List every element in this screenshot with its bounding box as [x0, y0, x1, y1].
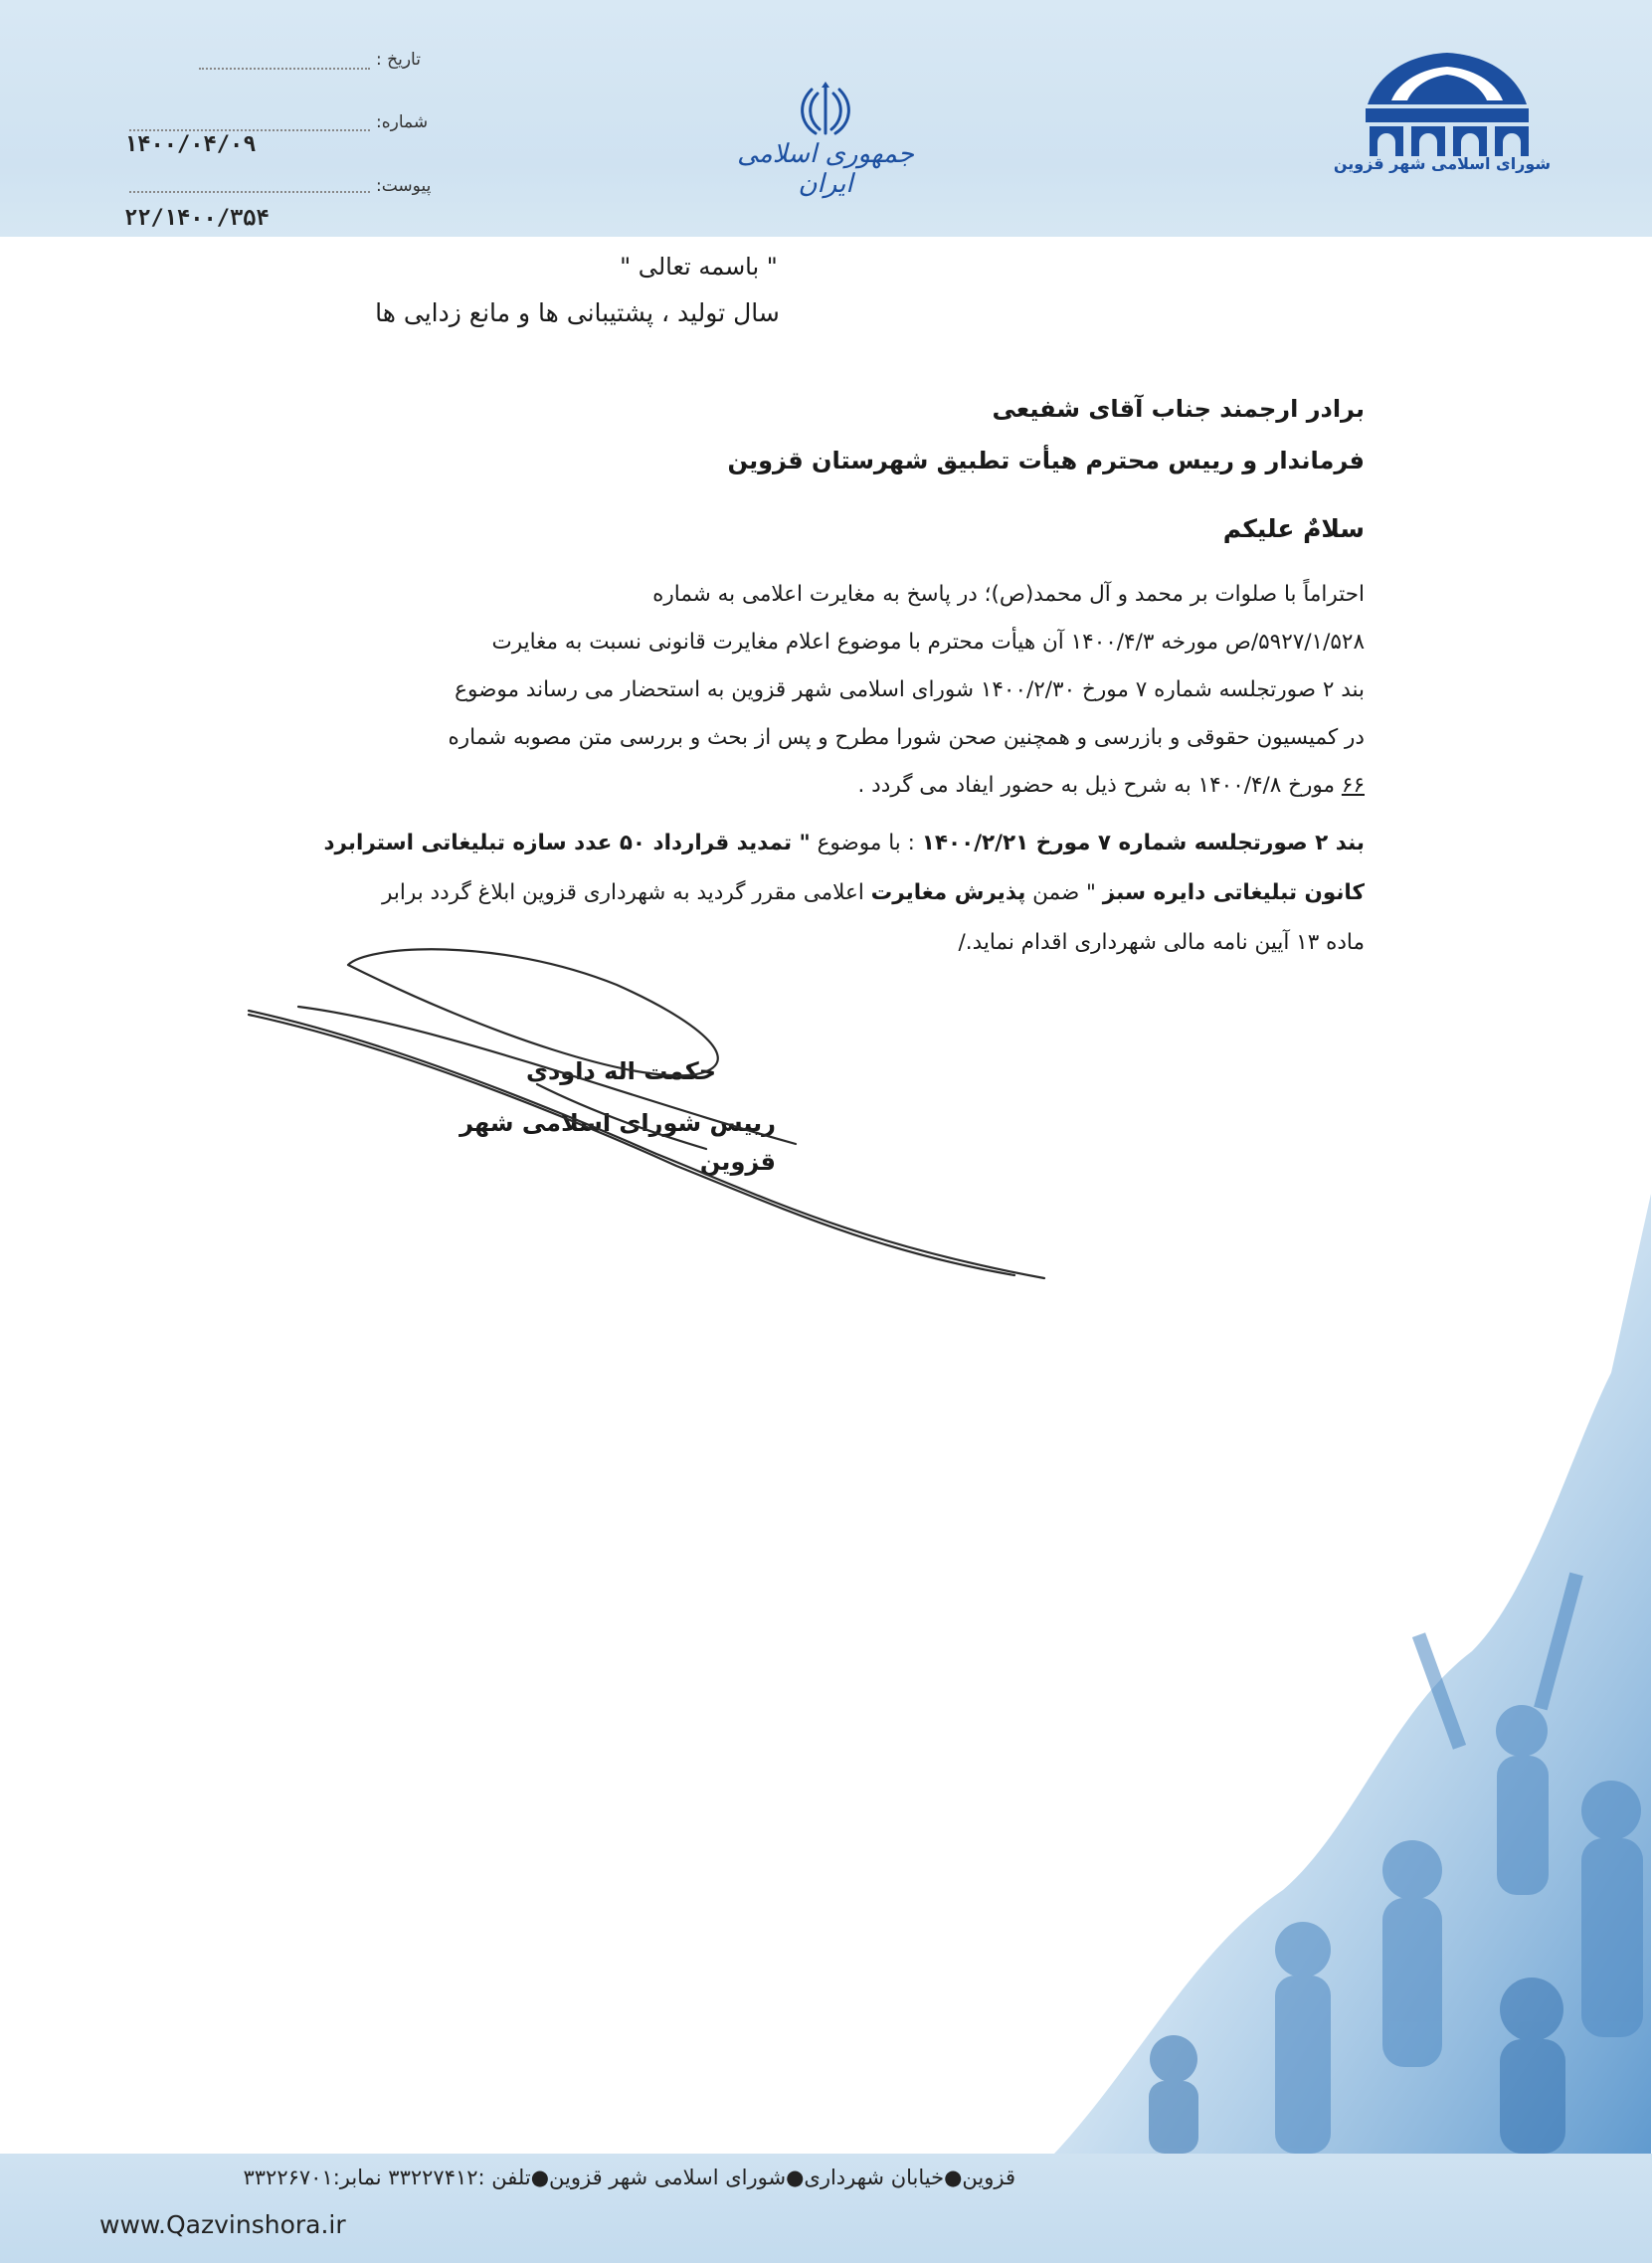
resolution-line: ماده ۱۳ آیین نامه مالی شهرداری اقدام نماید./	[958, 930, 1365, 955]
body-line: ۵۹۲۷/۱/۵۲۸/ص مورخه ۱۴۰۰/۴/۳ آن هیأت محترم با موضوع اعلام مغایرت قانونی نسبت به مغایرت	[491, 630, 1365, 655]
date-line	[199, 68, 370, 70]
resolution-subject: " تمدید قرارداد ۵۰ عدد سازه تبلیغاتی استرابرد	[323, 831, 811, 855]
attachment-line	[129, 191, 370, 193]
number-label: شماره:	[376, 112, 429, 132]
decorative-crowd-image	[1054, 1194, 1652, 2154]
resolution-number: ۶۶	[1341, 773, 1365, 798]
signatory-name: حکمت اله داودی	[525, 1057, 716, 1085]
iran-emblem-icon	[796, 80, 855, 139]
acceptance-phrase: پذیرش مغایرت	[870, 880, 1026, 905]
footer-address: قزوین●خیابان شهرداری●شورای اسلامی شهر قزوین●تلفن :۳۳۲۲۷۴۱۲ نمابر:۳۳۲۲۶۷۰۱	[243, 2166, 1015, 2189]
recipient-line-1: برادر ارجمند جناب آقای شفیعی	[992, 395, 1365, 423]
resolution-ref: بند ۲ صورتجلسه شماره ۷ مورخ ۱۴۰۰/۲/۲۱	[921, 831, 1365, 855]
year-motto: سال تولید ، پشتیبانی ها و مانع زدایی ها	[375, 298, 780, 327]
resolution-line	[298, 873, 1365, 912]
body-line: احتراماً با صلوات بر محمد و آل محمد(ص)؛ در پاسخ به مغایرت اعلامی به شماره	[652, 582, 1365, 607]
body-line: در کمیسیون حقوقی و بازرسی و همچنین صحن شورا مطرح و پس از بحث و بررسی متن مصوبه شماره	[448, 725, 1365, 750]
attachment-label: پیوست:	[376, 176, 432, 196]
date-label: تاریخ :	[376, 50, 421, 70]
invocation: " باسمه تعالی "	[620, 253, 778, 281]
council-name: شورای اسلامی شهر قزوین	[1333, 154, 1552, 173]
body-line	[298, 766, 1365, 805]
number-line	[129, 129, 370, 131]
handwritten-signature	[239, 945, 1074, 1283]
body-text: " ضمن	[1025, 880, 1103, 905]
iran-emblem-caption: جمهوری اسلامی ایران	[737, 139, 914, 199]
greeting: سلامٌ علیکم	[1222, 514, 1365, 543]
date-value: ۱۴۰۰/۰۴/۰۹	[124, 132, 257, 157]
recipient-line-2: فرماندار و رییس محترم هیأت تطبیق شهرستان قزوین	[727, 447, 1365, 474]
resolution-line	[298, 824, 1365, 862]
body-text: اعلامی مقرر گردید به شهرداری قزوین ابلاغ گردد برابر	[382, 880, 871, 905]
reference-number: ۲۲/۱۴۰۰/۳۵۴	[124, 206, 270, 231]
signatory-title: رییس شورای اسلامی شهر قزوین	[459, 1109, 776, 1176]
footer-website: www.Qazvinshora.ir	[99, 2210, 346, 2239]
resolution-subject-cont: کانون تبلیغاتی دایره سبز	[1102, 880, 1365, 905]
body-text: مورخ ۱۴۰۰/۴/۸ به شرح ذیل به حضور ایفاد می گردد .	[857, 773, 1342, 798]
body-text: : با موضوع	[810, 831, 922, 855]
body-line: بند ۲ صورتجلسه شماره ۷ مورخ ۱۴۰۰/۲/۳۰ شورای اسلامی شهر قزوین به استحضار می رساند موضوع	[455, 677, 1365, 702]
